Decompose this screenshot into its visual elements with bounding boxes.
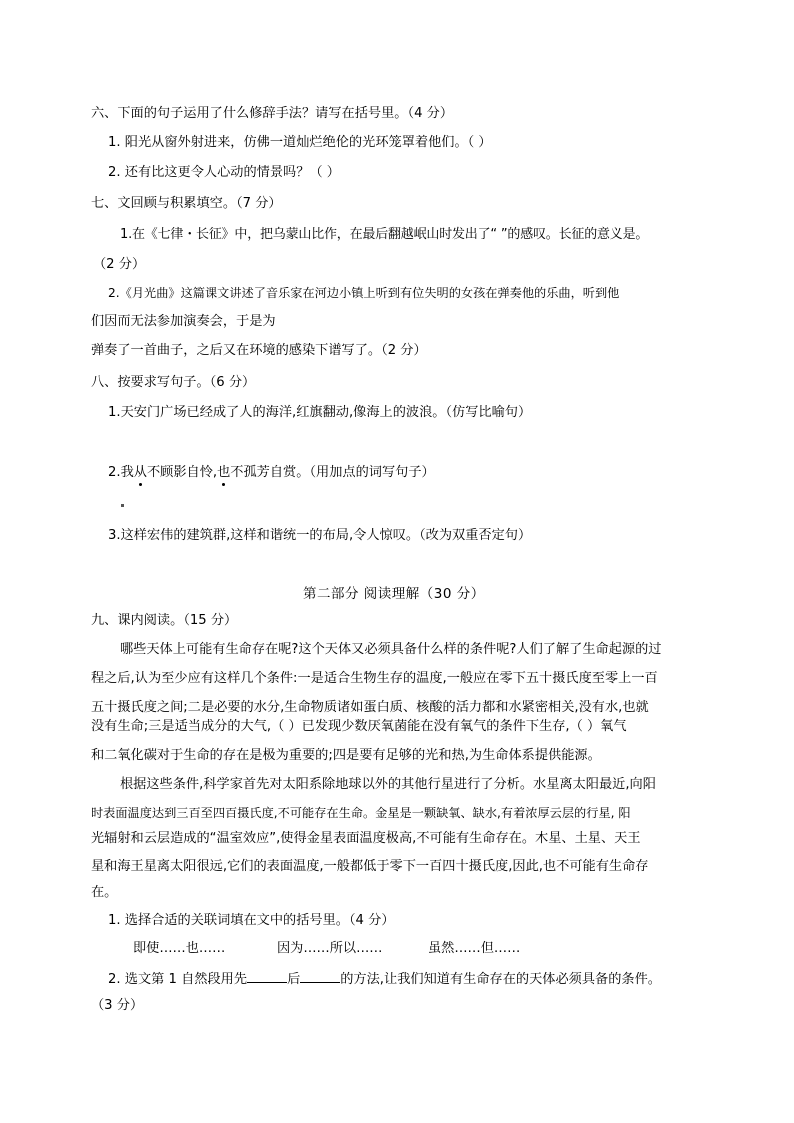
passage-p2-line-3: 光辐射和云层造成的“温室效应”,使得金星表面温度极高,不可能有生命存在。木星、土星、天王 [91, 831, 641, 846]
section7-heading: 七、文回顾与积累填空。（7 分） [91, 196, 282, 211]
section9-question-2 [108, 968, 661, 989]
section8-question-2 [108, 464, 435, 482]
section6-question-1: 1. 阳光从窗外射进来，仿佛一道灿烂绝伦的光环笼罩着他们。（ ） [108, 135, 492, 150]
section7-question-2-line-2: 们因而无法参加演奏会，于是为 [91, 314, 276, 329]
section8-q2-prefix: 2.我 [108, 465, 134, 480]
answer-blank-2[interactable] [300, 968, 340, 983]
passage-p2-line-2: 时表面温度达到三百至四百摄氏度,不可能存在生命。金星是一颗缺氧、缺水,有着浓厚云层的行星, 阳 [91, 806, 631, 820]
section6-question-2: 2. 还有比这更令人心动的情景吗？（ ） [108, 165, 340, 180]
answer-blank-1[interactable] [247, 968, 287, 983]
passage-p1-line-3: 五十摄氏度之间;二是必要的水分,生命物质诸如蛋白质、核酸的活力都和水紧密相关,没有水,也就 [91, 700, 649, 715]
part2-title: 第二部分 阅读理解（30 分） [303, 586, 485, 602]
section9-question-1: 1. 选择合适的关联词填在文中的括号里。（4 分） [108, 913, 395, 928]
section7-question-2-line-1: 2.《月光曲》这篇课文讲述了音乐家在河边小镇上听到有位失明的女孩在弹奏他的乐曲，听到他 [108, 286, 620, 300]
section7-question-2-line-3: 弹奏了一首曲子，之后又在环境的感染下谱写了。（2 分） [91, 343, 427, 358]
section7-question-1-score: （2 分） [93, 257, 146, 272]
section9-q2-prefix: 2. 选文第 1 自然段用先 [108, 972, 248, 987]
passage-p1-line-4: 没有生命;三是适当成分的大气,（ ）已发现少数厌氧菌能在没有氧气的条件下生存,（ ）氧气 [91, 719, 627, 734]
section8-q2-suffix: 不孤芳自赏。（用加点的词写句子） [230, 465, 435, 480]
conjunction-option-1: 即使……也…… [133, 941, 226, 956]
passage-p2-line-1: 根据这些条件,科学家首先对太阳系除地球以外的其他行星进行了分析。水星离太阳最近,向阳 [120, 777, 656, 792]
passage-p1-line-5: 和二氧化碳对于生命的存在是极为重要的;四是要有足够的光和热,为生命体系提供能源。 [91, 748, 601, 763]
section9-heading: 九、课内阅读。（15 分） [91, 613, 238, 628]
dotted-word-cong: 从 [133, 465, 147, 480]
conjunction-option-3: 虽然……但…… [428, 941, 521, 956]
passage-p2-line-4: 星和海王星离太阳很远,它们的表面温度,一般都低于零下一百四十摄氏度,因此,也不可能有生命存 [91, 859, 649, 874]
section8-question-3: 3.这样宏伟的建筑群,这样和谐统一的布局,令人惊叹。（改为双重否定句） [108, 528, 532, 543]
section8-question-1: 1.天安门广场已经成了人的海洋,红旗翻动,像海上的波浪。（仿写比喻句） [108, 405, 532, 420]
section9-q2-suffix: 的方法,让我们知道有生命存在的天体必须具备的条件。 [340, 972, 661, 987]
passage-p2-line-5: 在。 [91, 885, 118, 900]
section6-heading: 六、下面的句子运用了什么修辞手法？请写在括号里。（4 分） [91, 106, 454, 121]
passage-p1-line-2: 程之后,认为至少应有这样几个条件:一是适合生物生存的温度,一般应在零下五十摄氏度至零上一百 [91, 671, 658, 686]
section9-q2-middle: 后 [287, 972, 301, 987]
dotted-word-ye: 也 [217, 465, 231, 480]
section8-heading: 八、按要求写句子。（6 分） [91, 375, 256, 390]
section8-q2-middle: 不顾影自怜, [146, 465, 218, 480]
stray-mark [121, 504, 124, 507]
section9-question-2-score: （3 分） [91, 998, 144, 1013]
conjunction-option-2: 因为……所以…… [277, 941, 383, 956]
section7-question-1: 1.在《七律・长征》中，把乌蒙山比作，在最后翻越岷山时发出了“ ”的感叹。长征的意义是。 [120, 227, 649, 242]
passage-p1-line-1: 哪些天体上可能有生命存在呢?这个天体又必须具备什么样的条件呢?人们了解了生命起源的过 [120, 642, 662, 657]
